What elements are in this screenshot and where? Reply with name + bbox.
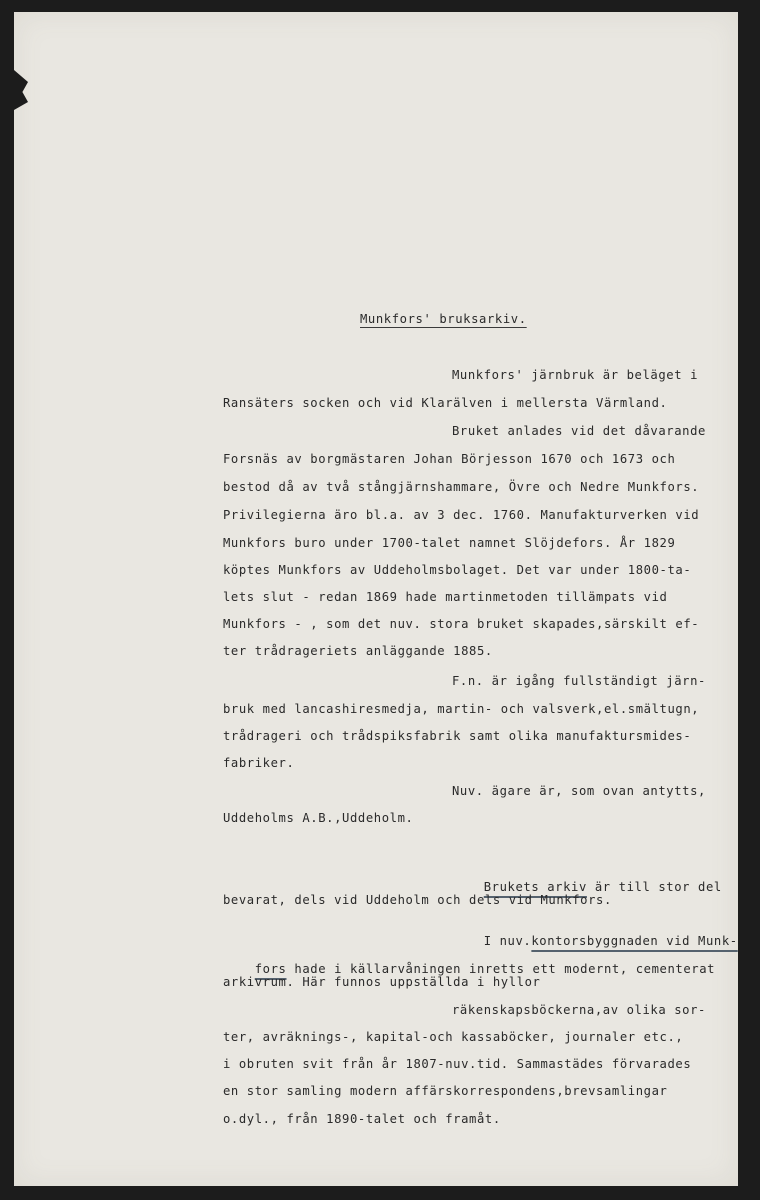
- underlined-text: kontorsbyggnaden vid Munk-: [531, 934, 738, 948]
- archive-heading: Brukets arkiv: [483, 880, 587, 894]
- text-line: ter, avräknings-, kapital-och kassaböcker, journaler etc.,: [223, 1030, 684, 1044]
- document-title: Munkfors' bruksarkiv.: [360, 312, 527, 326]
- text-line: Nuv. ägare är, som ovan antytts,: [452, 784, 706, 798]
- text-line: Privilegierna äro bl.a. av 3 dec. 1760. Manufakturverken vid: [223, 508, 700, 522]
- text-line: fabriker.: [223, 756, 295, 770]
- text-segment: är till stor del: [586, 880, 722, 894]
- text-line: arkivrum. Här funnos uppställda i hyllor: [223, 975, 541, 989]
- text-line: trådrageri och trådspiksfabrik samt olika manufaktursmides-: [223, 729, 692, 743]
- text-line: Bruket anlades vid det dåvarande: [452, 424, 706, 438]
- text-line: Ransäters socken och vid Klarälven i mellersta Värmland.: [223, 396, 668, 410]
- text-line: bruk med lancashiresmedja, martin- och valsverk,el.smältugn,: [223, 702, 700, 716]
- text-line: Munkfors - , som det nuv. stora bruket skapades,särskilt ef-: [223, 617, 700, 631]
- text-line: i obruten svit från år 1807-nuv.tid. Sammastädes förvarades: [223, 1057, 692, 1071]
- text-line: Munkfors' järnbruk är beläget i: [452, 368, 699, 382]
- text-line: Uddeholms A.B.,Uddeholm.: [223, 811, 414, 825]
- text-line: o.dyl., från 1890-talet och framåt.: [223, 1112, 501, 1126]
- text-line: en stor samling modern affärskorrespondens,brevsamlingar: [223, 1084, 668, 1098]
- text-line: bestod då av två stångjärnshammare, Övre och Nedre Munkfors.: [223, 480, 700, 494]
- text-line: Forsnäs av borgmästaren Johan Börjesson 1670 och 1673 och: [223, 452, 676, 466]
- text-line: ter trådrageriets anläggande 1885.: [223, 644, 493, 658]
- text-segment: hade i källarvåningen inretts ett modernt, cementerat: [286, 962, 716, 976]
- text-line: köptes Munkfors av Uddeholmsbolaget. Det var under 1800-ta-: [223, 563, 692, 577]
- text-line: F.n. är igång fullständigt järn-: [452, 674, 706, 688]
- text-line: räkenskapsböckerna,av olika sor-: [452, 1003, 706, 1017]
- underlined-text: fors: [254, 962, 287, 976]
- text-segment: I nuv.: [483, 934, 532, 948]
- text-line: lets slut - redan 1869 hade martinmetoden tillämpats vid: [223, 590, 668, 604]
- text-line: bevarat, dels vid Uddeholm och dels vid Munkfors.: [223, 893, 612, 907]
- text-line: Munkfors buro under 1700-talet namnet Slöjdefors. År 1829: [223, 536, 676, 550]
